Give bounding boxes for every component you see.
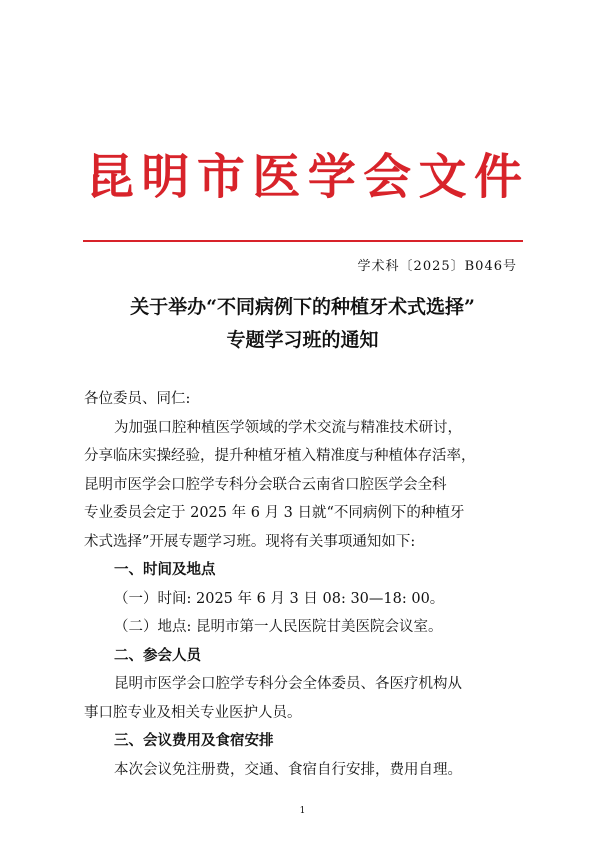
notice-title-line-2: 专题学习班的通知: [226, 329, 379, 351]
body-text-line: 昆明市医学会口腔学专科分会联合云南省口腔医学会全科: [84, 476, 447, 493]
section-heading: 二、参会人员: [114, 647, 201, 664]
salutation: 各位委员、同仁:: [84, 391, 191, 407]
masthead-char: 明: [141, 149, 190, 205]
masthead-char: 市: [196, 149, 245, 205]
section-heading: 一、时间及地点: [114, 562, 216, 578]
masthead-char: 昆: [86, 149, 135, 205]
masthead-char: 会: [363, 149, 412, 205]
document-number: 学术科〔2025〕B046号: [357, 259, 517, 274]
notice-title-line-1: 关于举办“不同病例下的种植牙术式选择”: [130, 296, 475, 318]
section-heading: 三、会议费用及食宿安排: [114, 733, 274, 749]
body-text-line: 本次会议免注册费，交通、食宿自行安排，费用自理。: [114, 761, 462, 778]
masthead-divider: [83, 240, 523, 242]
body-text-line: 为加强口腔种植医学领域的学术交流与精准技术研讨，: [114, 419, 462, 436]
body-text-line: 术式选择”开展专题学习班。现将有关事项通知如下:: [84, 533, 416, 550]
masthead-char: 医: [252, 149, 301, 205]
body-text-line: （一）时间: 2025 年 6 月 3 日 08: 30—18: 00。: [114, 590, 445, 607]
masthead-char: 学: [307, 149, 356, 205]
masthead-char: 件: [473, 149, 522, 205]
body-text-line: 专业委员会定于 2025 年 6 月 3 日就“不同病例下的种植牙: [84, 505, 465, 521]
body-text-line: 分享临床实操经验，提升种植牙植入精准度与种植体存活率，: [84, 448, 476, 464]
body-text-line: 昆明市医学会口腔学专科分会全体委员、各医疗机构从: [114, 676, 462, 692]
notice-body: [84, 385, 524, 784]
body-text-line: 事口腔专业及相关专业医护人员。: [84, 704, 302, 721]
body-text-line: （二）地点: 昆明市第一人民医院甘美医院会议室。: [114, 619, 443, 635]
masthead-char: 文: [418, 149, 467, 205]
masthead-title: [86, 140, 522, 214]
page-number: 1: [299, 806, 306, 816]
